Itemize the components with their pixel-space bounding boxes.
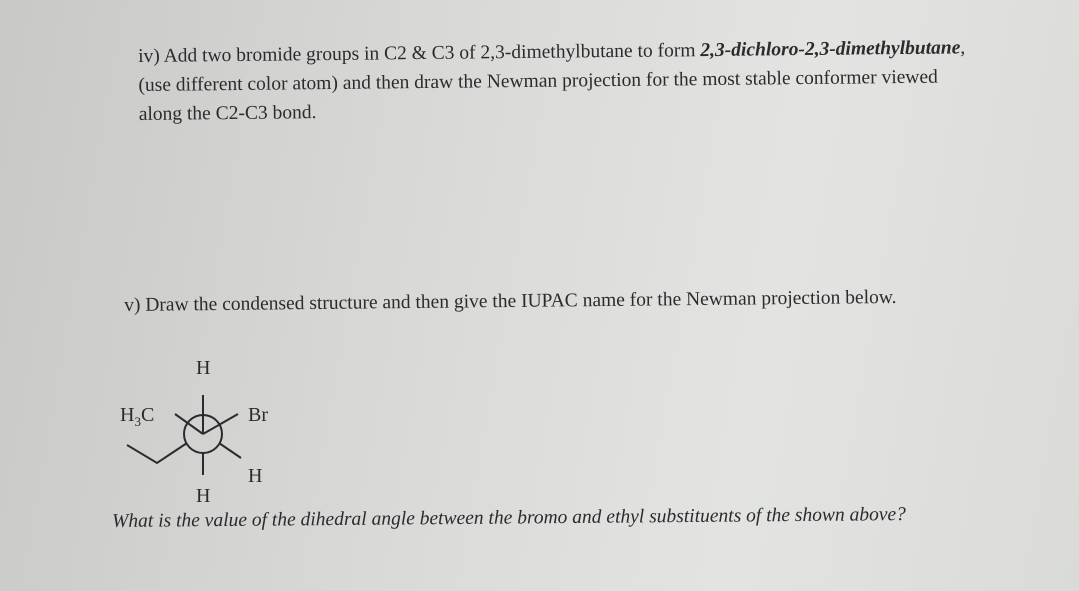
newman-label-right: Br (248, 404, 268, 426)
rear-bond-lower-right (219, 443, 241, 458)
newman-label-bottom: H (196, 485, 211, 507)
newman-label-back-right: H (248, 465, 263, 487)
question-iv-text-b: , (use different color atom) and then draw the Newman projection for the most stable conformer viewed along the C2-C3 bond. (138, 37, 966, 125)
newman-label-left-tail: C (140, 404, 155, 426)
rear-ethyl-chain (127, 443, 187, 463)
newman-projection (100, 350, 300, 520)
question-v (124, 282, 984, 320)
question-iv-label: iv) (138, 45, 160, 67)
question-dihedral: What is the value of the dihedral angle between the bromo and ethyl substituents of the shown above? (112, 504, 906, 532)
question-v-label: v) (124, 294, 141, 316)
newman-label-left (120, 404, 154, 429)
newman-label-left-main: H (120, 404, 135, 426)
question-iv (138, 33, 969, 129)
newman-label-left-sub: 3 (134, 414, 141, 429)
question-iv-text-a: Add two bromide groups in C2 & C3 of 2,3-dimethylbutane to form (163, 40, 696, 67)
bleed-through-text (150, 200, 155, 221)
front-bond-left (175, 414, 203, 434)
question-iv-compound: 2,3-dichloro-2,3-dimethylbutane (700, 37, 961, 62)
front-bond-right (203, 414, 238, 434)
question-v-text: Draw the condensed structure and then give the IUPAC name for the Newman projection below. (145, 286, 897, 316)
newman-label-top: H (196, 357, 211, 379)
